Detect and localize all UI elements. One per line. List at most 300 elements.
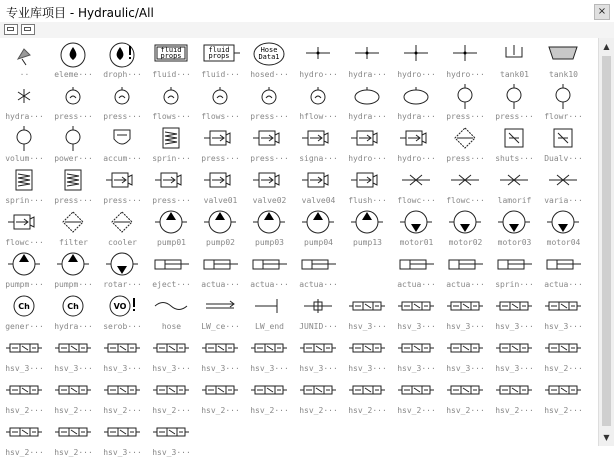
close-button[interactable]: × bbox=[594, 4, 610, 20]
symbol-label: press··· bbox=[495, 112, 534, 121]
symbol-item[interactable] bbox=[49, 40, 98, 82]
symbol-item[interactable] bbox=[0, 40, 49, 82]
symbol-item[interactable] bbox=[392, 40, 441, 82]
symbol-label: hsv_3··· bbox=[152, 448, 191, 457]
symbol-item[interactable] bbox=[49, 250, 98, 292]
symbol-label: valve01 bbox=[203, 196, 238, 205]
symbol-item[interactable] bbox=[392, 124, 441, 166]
symbol-label: hsv_3··· bbox=[152, 364, 191, 373]
symbol-item[interactable] bbox=[343, 40, 392, 82]
pump-icon bbox=[249, 209, 289, 236]
symbol-label: serob··· bbox=[103, 322, 142, 331]
symbol-label: actua··· bbox=[446, 280, 485, 289]
symbol-item[interactable] bbox=[343, 376, 392, 418]
hsv-icon bbox=[4, 335, 44, 362]
symbol-item[interactable] bbox=[490, 292, 539, 334]
pump-icon bbox=[53, 251, 93, 278]
hsv-icon bbox=[53, 335, 93, 362]
hsv-icon bbox=[494, 377, 534, 404]
symbol-item[interactable] bbox=[539, 250, 588, 292]
symbol-label: hsv_3··· bbox=[348, 322, 387, 331]
hsv-icon bbox=[102, 377, 142, 404]
motor-icon bbox=[396, 209, 436, 236]
scrollbar-thumb[interactable] bbox=[602, 56, 611, 426]
svg-text:VO: VO bbox=[113, 302, 127, 311]
lwline-icon bbox=[200, 293, 240, 320]
symbol-label: flowc··· bbox=[446, 196, 485, 205]
hsv-icon bbox=[347, 293, 387, 320]
symbol-label: press··· bbox=[446, 112, 485, 121]
box-icon bbox=[494, 125, 534, 152]
symbol-label: hsv_2··· bbox=[544, 364, 583, 373]
symbol-item[interactable] bbox=[49, 208, 98, 250]
valve-icon bbox=[249, 125, 289, 152]
tank-icon bbox=[494, 41, 534, 68]
symbol-item[interactable] bbox=[539, 124, 588, 166]
junid-icon bbox=[298, 293, 338, 320]
symbol-label: hose bbox=[161, 322, 182, 331]
symbol-label: press··· bbox=[103, 196, 142, 205]
none-icon bbox=[347, 251, 387, 278]
symbol-item[interactable] bbox=[441, 124, 490, 166]
symbol-label: actua··· bbox=[544, 280, 583, 289]
symbol-item[interactable] bbox=[490, 250, 539, 292]
symbol-label: flush··· bbox=[348, 196, 387, 205]
symbol-item[interactable] bbox=[147, 418, 196, 460]
symbol-label: volum··· bbox=[5, 154, 44, 163]
symbol-item[interactable] bbox=[392, 166, 441, 208]
symbol-item[interactable] bbox=[98, 376, 147, 418]
valve-icon bbox=[200, 125, 240, 152]
svg-text:Ch: Ch bbox=[18, 302, 30, 311]
symbol-item[interactable] bbox=[294, 292, 343, 334]
symbol-item[interactable] bbox=[441, 166, 490, 208]
symbol-label: hsv_2··· bbox=[103, 406, 142, 415]
hsv-icon bbox=[445, 293, 485, 320]
symbol-label: hydra··· bbox=[348, 112, 387, 121]
symbol-item[interactable] bbox=[98, 82, 147, 124]
hsv-icon bbox=[347, 377, 387, 404]
symbol-item[interactable] bbox=[490, 376, 539, 418]
symbol-item[interactable] bbox=[0, 208, 49, 250]
svg-text:fluid: fluid bbox=[208, 46, 230, 54]
symbol-item[interactable] bbox=[392, 292, 441, 334]
hsv-icon bbox=[102, 335, 142, 362]
symbol-item[interactable] bbox=[539, 40, 588, 82]
symbol-label: hsv_2··· bbox=[54, 448, 93, 457]
symbol-item[interactable] bbox=[98, 292, 147, 334]
gauge2-icon bbox=[347, 83, 387, 110]
symbol-label: LW_ce··· bbox=[201, 322, 240, 331]
symbol-item[interactable] bbox=[245, 124, 294, 166]
symbol-label: cooler bbox=[108, 238, 137, 247]
symbol-label: fluid··· bbox=[201, 70, 240, 79]
symbol-label: hsv_2··· bbox=[397, 406, 436, 415]
symbol-item[interactable] bbox=[49, 418, 98, 460]
gauge2-icon bbox=[396, 83, 436, 110]
symbol-label: hsv_3··· bbox=[103, 448, 142, 457]
pump-icon bbox=[151, 209, 191, 236]
symbol-label: lamorif bbox=[497, 196, 532, 205]
symbol-item[interactable] bbox=[0, 166, 49, 208]
symbol-item[interactable] bbox=[441, 292, 490, 334]
symbol-item[interactable] bbox=[294, 208, 343, 250]
dropwarn-icon bbox=[102, 41, 142, 68]
symbol-label: hsv_3··· bbox=[5, 364, 44, 373]
valve-icon bbox=[200, 167, 240, 194]
symbol-label: hydro··· bbox=[446, 70, 485, 79]
symbol-item[interactable] bbox=[343, 334, 392, 376]
hsv-icon bbox=[298, 335, 338, 362]
symbol-label: Dualv··· bbox=[544, 154, 583, 163]
cross-icon bbox=[396, 41, 436, 68]
symbol-item[interactable] bbox=[539, 82, 588, 124]
symbol-label: ·· bbox=[19, 70, 30, 79]
symbol-item[interactable] bbox=[441, 82, 490, 124]
cylinder-icon bbox=[396, 251, 436, 278]
symbol-label: flows··· bbox=[201, 112, 240, 121]
svg-text:fluid: fluid bbox=[160, 46, 182, 54]
throttle-icon bbox=[494, 167, 534, 194]
chcircle-icon bbox=[4, 293, 44, 320]
symbol-label: press··· bbox=[54, 196, 93, 205]
symbol-item[interactable] bbox=[147, 334, 196, 376]
symbol-item[interactable] bbox=[49, 82, 98, 124]
diamond-icon bbox=[445, 125, 485, 152]
open-folder-icon[interactable] bbox=[21, 24, 35, 35]
symbol-label: hosed··· bbox=[250, 70, 289, 79]
symbol-label: shuts··· bbox=[495, 154, 534, 163]
symbol-label: pumpm··· bbox=[5, 280, 44, 289]
symbol-item[interactable] bbox=[147, 40, 196, 82]
symbol-label: flowc··· bbox=[5, 238, 44, 247]
cylinder-icon bbox=[494, 251, 534, 278]
symbol-item[interactable] bbox=[392, 334, 441, 376]
star-icon bbox=[4, 83, 44, 110]
symbol-label: JUNID··· bbox=[299, 322, 338, 331]
symbol-label: hsv_3··· bbox=[495, 364, 534, 373]
hsv-icon bbox=[200, 335, 240, 362]
symbol-item[interactable] bbox=[490, 166, 539, 208]
symbol-label: hsv_2··· bbox=[348, 406, 387, 415]
symbol-label: press··· bbox=[446, 154, 485, 163]
symbol-label: motor03 bbox=[497, 238, 532, 247]
cylinder-icon bbox=[200, 251, 240, 278]
hsv-icon bbox=[543, 293, 583, 320]
symbol-label: pump02 bbox=[206, 238, 235, 247]
symbol-item[interactable] bbox=[392, 250, 441, 292]
symbol-item[interactable] bbox=[196, 208, 245, 250]
symbol-item[interactable] bbox=[294, 166, 343, 208]
symbol-label: varia··· bbox=[544, 196, 583, 205]
hsv-icon bbox=[396, 335, 436, 362]
svg-text:Ch: Ch bbox=[67, 302, 79, 311]
symbol-label: hydro··· bbox=[348, 154, 387, 163]
svg-text:Hose: Hose bbox=[260, 46, 278, 54]
symbol-item[interactable] bbox=[98, 124, 147, 166]
symbol-label: actua··· bbox=[397, 280, 436, 289]
symbol-label: hsv_3··· bbox=[397, 364, 436, 373]
symbol-item[interactable] bbox=[147, 82, 196, 124]
symbol-label: hydra··· bbox=[348, 70, 387, 79]
symbol-item[interactable] bbox=[245, 250, 294, 292]
symbol-item[interactable] bbox=[294, 250, 343, 292]
symbol-label: hsv_3··· bbox=[54, 364, 93, 373]
hsv-icon bbox=[249, 377, 289, 404]
symbol-item[interactable] bbox=[294, 334, 343, 376]
symbol-item[interactable] bbox=[539, 334, 588, 376]
symbol-label: hydra··· bbox=[5, 112, 44, 121]
symbol-item[interactable] bbox=[441, 250, 490, 292]
symbol-label: signa··· bbox=[299, 154, 338, 163]
symbol-label: hsv_3··· bbox=[201, 364, 240, 373]
symbol-label: rotar··· bbox=[103, 280, 142, 289]
symbol-item[interactable] bbox=[294, 376, 343, 418]
symbol-item[interactable] bbox=[245, 40, 294, 82]
symbol-label: hsv_3··· bbox=[299, 364, 338, 373]
cylinder-icon bbox=[543, 251, 583, 278]
symbol-item[interactable] bbox=[539, 166, 588, 208]
symbol-label: press··· bbox=[201, 154, 240, 163]
symbol-label: sprin··· bbox=[5, 196, 44, 205]
circle-icon bbox=[543, 83, 583, 110]
symbol-item[interactable] bbox=[294, 40, 343, 82]
symbol-label: hsv_2··· bbox=[250, 406, 289, 415]
symbol-item[interactable] bbox=[490, 208, 539, 250]
symbol-item[interactable] bbox=[392, 376, 441, 418]
symbol-label: valve04 bbox=[301, 196, 336, 205]
symbol-label: valve02 bbox=[252, 196, 287, 205]
symbol-label: press··· bbox=[250, 112, 289, 121]
symbol-label: eleme··· bbox=[54, 70, 93, 79]
gauge-icon bbox=[249, 83, 289, 110]
symbol-label: hydro··· bbox=[299, 70, 338, 79]
symbol-item[interactable] bbox=[98, 250, 147, 292]
symbol-item[interactable] bbox=[490, 40, 539, 82]
symbol-label: pump13 bbox=[353, 238, 382, 247]
symbol-item[interactable] bbox=[147, 376, 196, 418]
symbol-label: motor02 bbox=[448, 238, 483, 247]
symbol-item[interactable] bbox=[490, 124, 539, 166]
gauge-icon bbox=[53, 83, 93, 110]
symbol-item[interactable] bbox=[245, 334, 294, 376]
hsv-icon bbox=[53, 377, 93, 404]
symbol-item[interactable] bbox=[441, 334, 490, 376]
hsv-icon bbox=[543, 335, 583, 362]
symbol-item[interactable] bbox=[196, 292, 245, 334]
throttle-icon bbox=[396, 167, 436, 194]
window-title: 专业库项目 - Hydraulic/All bbox=[6, 6, 154, 20]
symbol-item[interactable] bbox=[196, 250, 245, 292]
hsv-icon bbox=[200, 377, 240, 404]
symbol-item[interactable] bbox=[245, 208, 294, 250]
valve-icon bbox=[347, 125, 387, 152]
symbol-label: hsv_2··· bbox=[54, 406, 93, 415]
symbol-item[interactable] bbox=[245, 292, 294, 334]
circle-icon bbox=[494, 83, 534, 110]
gauge-icon bbox=[200, 83, 240, 110]
hsv-icon bbox=[494, 335, 534, 362]
title-bar bbox=[0, 0, 614, 23]
symbol-item[interactable] bbox=[49, 376, 98, 418]
symbol-item[interactable] bbox=[0, 418, 49, 460]
hsv-icon bbox=[445, 335, 485, 362]
hsv-icon bbox=[543, 377, 583, 404]
symbol-item[interactable] bbox=[98, 208, 147, 250]
symbol-item[interactable] bbox=[490, 334, 539, 376]
cylinder-icon bbox=[298, 251, 338, 278]
symbol-label: hsv_3··· bbox=[495, 322, 534, 331]
symbol-item[interactable] bbox=[147, 166, 196, 208]
symbol-item[interactable] bbox=[196, 124, 245, 166]
symbol-label: hydro··· bbox=[397, 70, 436, 79]
symbol-item[interactable] bbox=[49, 292, 98, 334]
hsv-icon bbox=[4, 419, 44, 446]
scroll-down-arrow-icon[interactable]: ▼ bbox=[603, 433, 610, 442]
symbol-item[interactable] bbox=[196, 376, 245, 418]
symbol-label: sprin··· bbox=[495, 280, 534, 289]
symbol-item[interactable] bbox=[294, 124, 343, 166]
symbol-label: hsv_2··· bbox=[495, 406, 534, 415]
symbol-item[interactable] bbox=[0, 250, 49, 292]
symbol-item[interactable] bbox=[245, 376, 294, 418]
symbol-item[interactable] bbox=[98, 166, 147, 208]
symbol-item[interactable] bbox=[490, 82, 539, 124]
symbol-label: motor01 bbox=[399, 238, 434, 247]
symbol-item[interactable] bbox=[343, 124, 392, 166]
symbol-label: hsv_3··· bbox=[446, 322, 485, 331]
hsv-icon bbox=[249, 335, 289, 362]
symbol-label: hsv_3··· bbox=[397, 322, 436, 331]
pump-icon bbox=[200, 209, 240, 236]
symbol-label: actua··· bbox=[201, 280, 240, 289]
cylinder-icon bbox=[151, 251, 191, 278]
valve-icon bbox=[347, 167, 387, 194]
symbol-item[interactable] bbox=[196, 166, 245, 208]
symbol-item[interactable] bbox=[49, 334, 98, 376]
symbol-item[interactable] bbox=[0, 292, 49, 334]
symbol-item[interactable] bbox=[294, 82, 343, 124]
symbol-item[interactable] bbox=[98, 418, 147, 460]
symbol-item[interactable] bbox=[441, 40, 490, 82]
symbol-label: gener··· bbox=[5, 322, 44, 331]
throttle-icon bbox=[445, 167, 485, 194]
symbol-item[interactable] bbox=[343, 82, 392, 124]
symbol-item[interactable] bbox=[196, 334, 245, 376]
symbol-item[interactable] bbox=[98, 334, 147, 376]
circle-icon bbox=[53, 125, 93, 152]
symbol-item[interactable] bbox=[392, 208, 441, 250]
symbol-label: pump04 bbox=[304, 238, 333, 247]
toolbar bbox=[0, 22, 614, 38]
symbol-item[interactable] bbox=[196, 82, 245, 124]
svg-text:props: props bbox=[160, 52, 182, 60]
tee-icon bbox=[298, 41, 338, 68]
symbol-item[interactable] bbox=[343, 292, 392, 334]
symbol-label: pumpm··· bbox=[54, 280, 93, 289]
symbol-item[interactable] bbox=[49, 124, 98, 166]
symbol-label: hflow··· bbox=[299, 112, 338, 121]
pump-icon bbox=[347, 209, 387, 236]
scroll-up-arrow-icon[interactable]: ▲ bbox=[603, 42, 610, 51]
symbol-label: hsv_2··· bbox=[201, 406, 240, 415]
symbol-label: motor04 bbox=[546, 238, 581, 247]
symbol-label: pump03 bbox=[255, 238, 284, 247]
symbol-item[interactable] bbox=[539, 208, 588, 250]
symbol-label: hydra··· bbox=[54, 322, 93, 331]
hsv-icon bbox=[494, 293, 534, 320]
symbol-label: press··· bbox=[152, 196, 191, 205]
spring-icon bbox=[53, 167, 93, 194]
symbol-item[interactable] bbox=[539, 292, 588, 334]
symbol-label: tank01 bbox=[500, 70, 529, 79]
symbol-item[interactable] bbox=[0, 376, 49, 418]
symbol-item[interactable] bbox=[0, 82, 49, 124]
symbol-item[interactable] bbox=[441, 208, 490, 250]
symbol-item[interactable] bbox=[147, 292, 196, 334]
hsv-icon bbox=[396, 377, 436, 404]
symbol-item[interactable] bbox=[0, 124, 49, 166]
folder-icon[interactable] bbox=[4, 24, 18, 35]
symbol-item[interactable] bbox=[147, 124, 196, 166]
box-icon bbox=[543, 125, 583, 152]
symbol-grid bbox=[0, 38, 598, 457]
symbol-item[interactable] bbox=[539, 376, 588, 418]
tee-icon bbox=[347, 41, 387, 68]
hsv-icon bbox=[151, 335, 191, 362]
hsv-icon bbox=[151, 377, 191, 404]
gauge-icon bbox=[298, 83, 338, 110]
symbol-label: hydro··· bbox=[397, 154, 436, 163]
vertical-scrollbar[interactable] bbox=[598, 38, 614, 446]
symbol-item[interactable] bbox=[49, 166, 98, 208]
symbol-item[interactable] bbox=[441, 376, 490, 418]
motor-icon bbox=[494, 209, 534, 236]
symbol-item[interactable] bbox=[0, 334, 49, 376]
symbol-item[interactable] bbox=[196, 40, 245, 82]
symbol-item[interactable] bbox=[245, 166, 294, 208]
spring-icon bbox=[151, 125, 191, 152]
symbol-item[interactable] bbox=[343, 208, 392, 250]
symbol-label: press··· bbox=[54, 112, 93, 121]
arrow-icon bbox=[4, 41, 44, 68]
symbol-item[interactable] bbox=[245, 82, 294, 124]
hose-icon bbox=[151, 293, 191, 320]
fluidprops2-icon bbox=[200, 41, 240, 68]
symbol-item[interactable] bbox=[98, 40, 147, 82]
gauge-icon bbox=[151, 83, 191, 110]
hsv-icon bbox=[445, 377, 485, 404]
spring-icon bbox=[4, 167, 44, 194]
hsv-icon bbox=[298, 377, 338, 404]
diamond-icon bbox=[53, 209, 93, 236]
symbol-label: hsv_3··· bbox=[544, 322, 583, 331]
symbol-label: actua··· bbox=[250, 280, 289, 289]
diamond-icon bbox=[102, 209, 142, 236]
symbol-label: hsv_2··· bbox=[5, 448, 44, 457]
symbol-item[interactable] bbox=[147, 208, 196, 250]
symbol-label bbox=[343, 279, 392, 290]
valve-icon bbox=[396, 125, 436, 152]
symbol-item[interactable] bbox=[392, 82, 441, 124]
motor-icon bbox=[102, 251, 142, 278]
symbol-item[interactable] bbox=[343, 166, 392, 208]
pump-icon bbox=[298, 209, 338, 236]
symbol-item[interactable] bbox=[343, 250, 392, 292]
symbol-item[interactable] bbox=[147, 250, 196, 292]
symbol-label: flowr··· bbox=[544, 112, 583, 121]
tank2-icon bbox=[543, 41, 583, 68]
